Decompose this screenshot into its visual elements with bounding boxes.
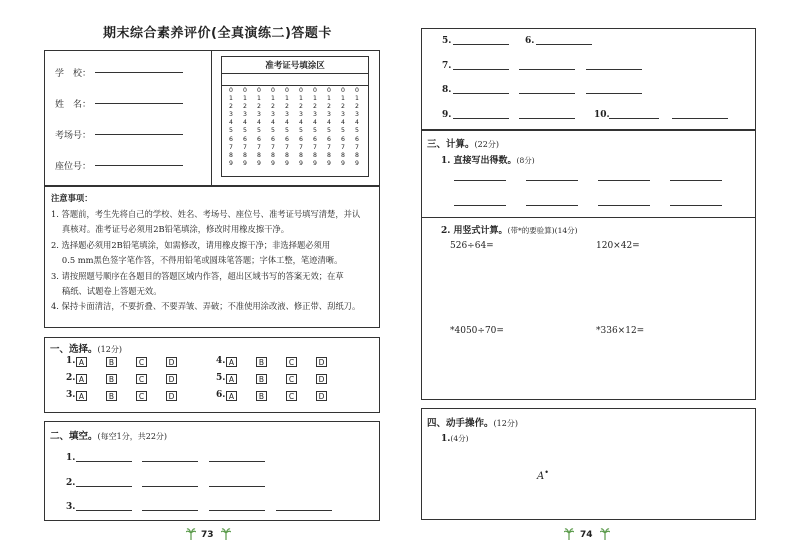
exam-id-digit-bubble[interactable]: 1: [313, 95, 317, 103]
choice-option-bubble[interactable]: D: [316, 391, 327, 401]
answer-blank[interactable]: [670, 205, 722, 206]
exam-id-digit-bubble[interactable]: 1: [257, 95, 261, 103]
choice-option-bubble[interactable]: C: [286, 357, 297, 367]
exam-id-digit-bubble[interactable]: 7: [355, 143, 359, 151]
exam-id-digit-bubble[interactable]: 7: [285, 143, 289, 151]
exam-id-digit-bubble[interactable]: 5: [243, 127, 247, 135]
exam-id-digit-bubble[interactable]: 1: [299, 95, 303, 103]
fill-blank[interactable]: [519, 118, 575, 119]
calc-q2-label: 2. 用竖式计算。: [441, 226, 508, 236]
exam-id-digit-bubble[interactable]: 0: [313, 87, 317, 94]
exam-id-digit-bubble[interactable]: 9: [271, 159, 275, 167]
choice-option-bubble[interactable]: C: [286, 391, 297, 401]
seat-label: 座位号：: [55, 162, 92, 172]
exam-id-digit-bubble[interactable]: 3: [327, 111, 331, 119]
exam-room-label: 考场号：: [55, 131, 92, 141]
fill-blank[interactable]: [453, 93, 509, 94]
choice-option-bubble[interactable]: D: [166, 357, 177, 367]
fill-blank[interactable]: [453, 118, 509, 119]
exam-id-digit-bubble[interactable]: 8: [257, 151, 261, 159]
section-calc-label: 三、计算。: [427, 139, 475, 150]
exam-id-digit-bubble[interactable]: 1: [327, 95, 331, 103]
exam-id-digit-bubble[interactable]: 7: [271, 143, 275, 151]
note-line: 3. 请按照题号顺序在各题目的答题区域内作答，超出区域书写的答案无效；在草: [51, 270, 344, 281]
exam-id-digit-bubble[interactable]: 4: [355, 119, 359, 127]
fill-number: 9.: [442, 110, 452, 120]
exam-id-digit-bubble[interactable]: 7: [243, 143, 247, 151]
exam-id-digit-bubble[interactable]: 0: [229, 87, 233, 94]
seat-input[interactable]: [95, 165, 183, 166]
answer-blank[interactable]: [454, 205, 506, 206]
exam-id-digit-bubble[interactable]: 6: [313, 135, 317, 143]
exam-id-digit-bubble[interactable]: 2: [257, 103, 261, 111]
answer-blank[interactable]: [598, 180, 650, 181]
exam-id-digit-bubble[interactable]: 4: [313, 119, 317, 127]
exam-id-digit-bubble[interactable]: 0: [327, 87, 331, 94]
exam-id-digit-bubble[interactable]: 1: [285, 95, 289, 103]
answer-blank[interactable]: [526, 205, 578, 206]
choice-number: 1.: [66, 356, 76, 366]
note-line: 1. 答题前，考生先将自己的学校、姓名、考场号、座位号、准考证号填写清楚，并认: [51, 209, 361, 219]
operation-q1-score: (4分): [450, 434, 469, 443]
section-operation-score: (12分): [493, 419, 518, 428]
fill-blank[interactable]: [209, 510, 265, 511]
exam-id-digit-bubble[interactable]: 7: [257, 143, 261, 151]
exam-id-digit-column[interactable]: [338, 87, 348, 168]
exam-id-digit-bubble[interactable]: 4: [271, 119, 275, 127]
section-fill-label: 二、填空。: [50, 431, 98, 442]
exam-id-digit-bubble[interactable]: 1: [243, 95, 247, 103]
exam-id-digit-bubble[interactable]: 4: [285, 119, 289, 127]
choice-option-bubble[interactable]: D: [316, 374, 327, 384]
calc-q1: [441, 153, 535, 166]
exam-id-digit-bubble[interactable]: 9: [313, 159, 317, 167]
exam-id-digit-bubble[interactable]: 6: [327, 135, 331, 143]
fill-blank[interactable]: [276, 510, 332, 511]
exam-id-digit-bubble[interactable]: 3: [229, 111, 233, 119]
answer-blank[interactable]: [526, 180, 578, 181]
choice-option-bubble[interactable]: C: [286, 374, 297, 384]
exam-id-digit-bubble[interactable]: 1: [341, 95, 345, 103]
exam-id-digit-column[interactable]: [226, 87, 236, 168]
section-fill-score: (每空1分，共22分): [97, 432, 168, 441]
exam-id-digit-bubble[interactable]: 9: [341, 159, 345, 167]
grid-header-line: [221, 73, 369, 74]
exam-id-digit-column[interactable]: [352, 87, 362, 168]
choice-option-bubble[interactable]: B: [106, 374, 117, 384]
point-a: [537, 468, 549, 482]
fill-blank[interactable]: [453, 44, 509, 45]
exam-id-digit-bubble[interactable]: 3: [341, 111, 345, 119]
exam-id-digit-bubble[interactable]: 8: [285, 151, 289, 159]
exam-id-digit-bubble[interactable]: 6: [285, 135, 289, 143]
exam-id-digit-bubble[interactable]: 5: [285, 127, 289, 135]
exam-id-digit-bubble[interactable]: 5: [313, 127, 317, 135]
name-label: 姓 名：: [55, 100, 92, 110]
choice-option-bubble[interactable]: C: [136, 357, 147, 367]
exam-id-digit-bubble[interactable]: 4: [229, 119, 233, 127]
exam-id-digit-bubble[interactable]: 1: [229, 95, 233, 103]
exam-id-digit-bubble[interactable]: 7: [313, 143, 317, 151]
exam-id-digit-bubble[interactable]: 5: [341, 127, 345, 135]
exam-id-digit-bubble[interactable]: 2: [299, 103, 303, 111]
exam-id-digit-bubble[interactable]: 2: [313, 103, 317, 111]
fill-blank[interactable]: [519, 93, 575, 94]
calc-q1-score: (8分): [516, 156, 535, 165]
point-a-dot: •: [544, 468, 549, 477]
section-calc-score: (22分): [474, 140, 499, 149]
choice-option-bubble[interactable]: D: [166, 374, 177, 384]
page-number-right: 74: [580, 530, 593, 540]
exam-id-digit-bubble[interactable]: 8: [243, 151, 247, 159]
fill-blank[interactable]: [672, 118, 728, 119]
exam-id-digit-bubble[interactable]: 0: [257, 87, 261, 94]
exam-id-digit-bubble[interactable]: 4: [327, 119, 331, 127]
school-label: 学 校：: [55, 69, 92, 79]
fill-blank[interactable]: [142, 461, 198, 462]
exam-id-digit-bubble[interactable]: 7: [327, 143, 331, 151]
exam-id-digit-bubble[interactable]: 9: [355, 159, 359, 167]
exam-id-digit-column[interactable]: [282, 87, 292, 168]
point-a-label: A: [537, 471, 545, 482]
notes-title: 注意事项：: [51, 193, 93, 203]
choice-number: 5.: [216, 373, 226, 383]
exam-id-digit-bubble[interactable]: 5: [257, 127, 261, 135]
fill-number: 8.: [442, 85, 452, 95]
choice-option-bubble[interactable]: A: [76, 357, 87, 367]
fill-number: 6.: [525, 36, 535, 46]
exam-id-digit-bubble[interactable]: 8: [313, 151, 317, 159]
fill-blank[interactable]: [586, 69, 642, 70]
fill-blank[interactable]: [519, 69, 575, 70]
exam-id-digit-bubble[interactable]: 6: [229, 135, 233, 143]
exam-id-digit-bubble[interactable]: 6: [271, 135, 275, 143]
answer-blank[interactable]: [670, 180, 722, 181]
school-input[interactable]: [95, 72, 183, 73]
calc-divider: [421, 217, 756, 218]
fill-number: 10.: [594, 110, 610, 120]
exam-id-digit-bubble[interactable]: 3: [355, 111, 359, 119]
fill-blank[interactable]: [76, 461, 132, 462]
exam-id-digit-bubble[interactable]: 3: [271, 111, 275, 119]
fill-blank[interactable]: [536, 44, 592, 45]
note-line: 真核对。准考证号必须用2B铅笔填涂，修改时用橡皮擦干净。: [51, 224, 290, 235]
palm-tree-icon: [600, 528, 610, 540]
exam-id-digit-bubble[interactable]: 8: [327, 151, 331, 159]
exam-id-digit-column[interactable]: [254, 87, 264, 168]
exam-id-digit-bubble[interactable]: 0: [243, 87, 247, 94]
choice-option-bubble[interactable]: A: [226, 357, 237, 367]
exam-id-digit-bubble[interactable]: 9: [257, 159, 261, 167]
exam-id-digit-bubble[interactable]: 9: [285, 159, 289, 167]
exam-id-digit-bubble[interactable]: 6: [257, 135, 261, 143]
section-choice-title: [50, 341, 122, 355]
calc-q2: [441, 223, 578, 236]
fill-blank[interactable]: [142, 510, 198, 511]
exam-id-digit-bubble[interactable]: 6: [355, 135, 359, 143]
fill-blank[interactable]: [209, 461, 265, 462]
exam-id-digit-bubble[interactable]: 2: [327, 103, 331, 111]
palm-tree-icon: [564, 528, 574, 540]
fill-number: 1.: [66, 453, 76, 463]
fill-number: 5.: [442, 36, 452, 46]
note-line: 稿纸、试题卷上答题无效。: [51, 286, 162, 297]
calc-q2-note: (带*的要验算): [507, 226, 555, 235]
exam-id-digit-column[interactable]: [310, 87, 320, 168]
note-line: 2. 选择题必须用2B铅笔填涂，如需修改，请用橡皮擦干净；非选择题必须用: [51, 239, 331, 250]
choice-option-bubble[interactable]: A: [76, 374, 87, 384]
exam-id-digit-bubble[interactable]: 3: [257, 111, 261, 119]
exam-id-digit-bubble[interactable]: 5: [355, 127, 359, 135]
choice-number: 3.: [66, 390, 76, 400]
exam-id-digit-bubble[interactable]: 4: [341, 119, 345, 127]
choice-option-bubble[interactable]: C: [136, 374, 147, 384]
answer-blank[interactable]: [598, 205, 650, 206]
fill-blank[interactable]: [142, 486, 198, 487]
exam-id-digit-bubble[interactable]: 0: [285, 87, 289, 94]
operation-q1-number: 1.: [441, 434, 451, 444]
choice-option-bubble[interactable]: B: [256, 391, 267, 401]
section-calc-title: [427, 136, 499, 150]
page-number-left: 73: [201, 530, 214, 540]
calc-expression: 120×42=: [596, 241, 640, 251]
fill-number: 7.: [442, 61, 452, 71]
exam-id-digit-bubble[interactable]: 9: [299, 159, 303, 167]
exam-id-digit-column[interactable]: [324, 87, 334, 168]
exam-id-digit-bubble[interactable]: 2: [341, 103, 345, 111]
exam-id-digit-bubble[interactable]: 0: [341, 87, 345, 94]
exam-id-digit-column[interactable]: [296, 87, 306, 168]
section-calc-box: [421, 130, 756, 400]
exam-id-digit-bubble[interactable]: 2: [285, 103, 289, 111]
name-input[interactable]: [95, 103, 183, 104]
exam-id-grid-title: 准考证号填涂区: [265, 61, 325, 71]
exam-id-digit-bubble[interactable]: 8: [229, 151, 233, 159]
exam-id-digit-bubble[interactable]: 4: [257, 119, 261, 127]
answer-sheet-title: 期末综合素养评价(全真演练二)答题卡: [103, 26, 332, 41]
exam-id-digit-bubble[interactable]: 3: [285, 111, 289, 119]
choice-option-bubble[interactable]: D: [166, 391, 177, 401]
exam-id-digit-bubble[interactable]: 6: [341, 135, 345, 143]
section-fill-title: [50, 428, 167, 442]
exam-id-digit-bubble[interactable]: 8: [355, 151, 359, 159]
note-line: 4. 保持卡面清洁，不要折叠、不要弄皱、弄破；不准使用涂改液、修正带、刮纸刀。: [51, 301, 361, 312]
choice-option-bubble[interactable]: B: [106, 391, 117, 401]
exam-id-digit-bubble[interactable]: 9: [229, 159, 233, 167]
exam-id-digit-bubble[interactable]: 3: [243, 111, 247, 119]
choice-option-bubble[interactable]: B: [106, 357, 117, 367]
note-line: 0.5 mm黑色签字笔作答，不得用铅笔或圆珠笔答题；字体工整，笔迹清晰。: [51, 255, 343, 266]
info-divider: [211, 50, 212, 186]
exam-id-digit-column[interactable]: [240, 87, 250, 168]
answer-blank[interactable]: [454, 180, 506, 181]
exam-id-digit-bubble[interactable]: 6: [243, 135, 247, 143]
calc-q2-score: (14分): [554, 226, 578, 235]
choice-number: 4.: [216, 356, 226, 366]
exam-id-digit-bubble[interactable]: 0: [299, 87, 303, 94]
palm-tree-icon: [186, 528, 196, 540]
fill-blank[interactable]: [76, 510, 132, 511]
section-choice-score: (12分): [97, 345, 122, 354]
exam-id-digit-bubble[interactable]: 3: [313, 111, 317, 119]
exam-id-digit-bubble[interactable]: 5: [271, 127, 275, 135]
exam-id-digit-bubble[interactable]: 4: [299, 119, 303, 127]
grid-write-line: [221, 85, 369, 86]
choice-option-bubble[interactable]: A: [76, 391, 87, 401]
operation-q1: [441, 433, 469, 444]
exam-id-digit-bubble[interactable]: 9: [243, 159, 247, 167]
choice-option-bubble[interactable]: C: [136, 391, 147, 401]
exam-id-digit-bubble[interactable]: 6: [299, 135, 303, 143]
calc-q1-label: 1. 直接写出得数。: [441, 156, 517, 166]
choice-option-bubble[interactable]: A: [226, 391, 237, 401]
exam-id-digit-bubble[interactable]: 8: [271, 151, 275, 159]
fill-blank[interactable]: [76, 486, 132, 487]
choice-option-bubble[interactable]: B: [256, 357, 267, 367]
fill-number: 2.: [66, 478, 76, 488]
exam-id-digit-bubble[interactable]: 0: [271, 87, 275, 94]
exam-id-digit-bubble[interactable]: 2: [243, 103, 247, 111]
palm-tree-icon: [221, 528, 231, 540]
exam-id-digit-bubble[interactable]: 5: [229, 127, 233, 135]
exam-id-digit-bubble[interactable]: 7: [299, 143, 303, 151]
exam-id-digit-bubble[interactable]: 0: [355, 87, 359, 94]
choice-number: 6.: [216, 390, 226, 400]
exam-id-digit-bubble[interactable]: 4: [243, 119, 247, 127]
choice-number: 2.: [66, 373, 76, 383]
notes-list: [51, 207, 377, 315]
exam-id-digit-bubble[interactable]: 8: [299, 151, 303, 159]
calc-expression: 526÷64=: [450, 241, 494, 251]
exam-id-digit-column[interactable]: [268, 87, 278, 168]
fill-blank[interactable]: [586, 93, 642, 94]
fill-blank[interactable]: [609, 118, 659, 119]
exam-id-digit-bubble[interactable]: 2: [355, 103, 359, 111]
fill-blank[interactable]: [453, 69, 509, 70]
section-choice-label: 一、选择。: [50, 344, 98, 355]
exam-id-digit-bubble[interactable]: 9: [327, 159, 331, 167]
exam-room-input[interactable]: [95, 134, 183, 135]
calc-expression: *4050÷70=: [450, 326, 504, 336]
exam-id-digit-bubble[interactable]: 7: [229, 143, 233, 151]
exam-id-digit-bubble[interactable]: 2: [229, 103, 233, 111]
exam-id-digit-bubble[interactable]: 5: [327, 127, 331, 135]
section-operation-title: [427, 415, 518, 429]
choice-option-bubble[interactable]: B: [256, 374, 267, 384]
fill-blank[interactable]: [209, 486, 265, 487]
exam-id-digit-bubble[interactable]: 5: [299, 127, 303, 135]
choice-option-bubble[interactable]: D: [316, 357, 327, 367]
choice-option-bubble[interactable]: A: [226, 374, 237, 384]
calc-expression: *336×12=: [596, 326, 645, 336]
exam-id-digit-bubble[interactable]: 8: [341, 151, 345, 159]
exam-id-digit-bubble[interactable]: 1: [355, 95, 359, 103]
exam-id-digit-bubble[interactable]: 7: [341, 143, 345, 151]
exam-id-digit-bubble[interactable]: 3: [299, 111, 303, 119]
fill-number: 3.: [66, 502, 76, 512]
exam-id-digit-bubble[interactable]: 2: [271, 103, 275, 111]
exam-id-digit-bubble[interactable]: 1: [271, 95, 275, 103]
section-operation-label: 四、动手操作。: [427, 418, 494, 429]
